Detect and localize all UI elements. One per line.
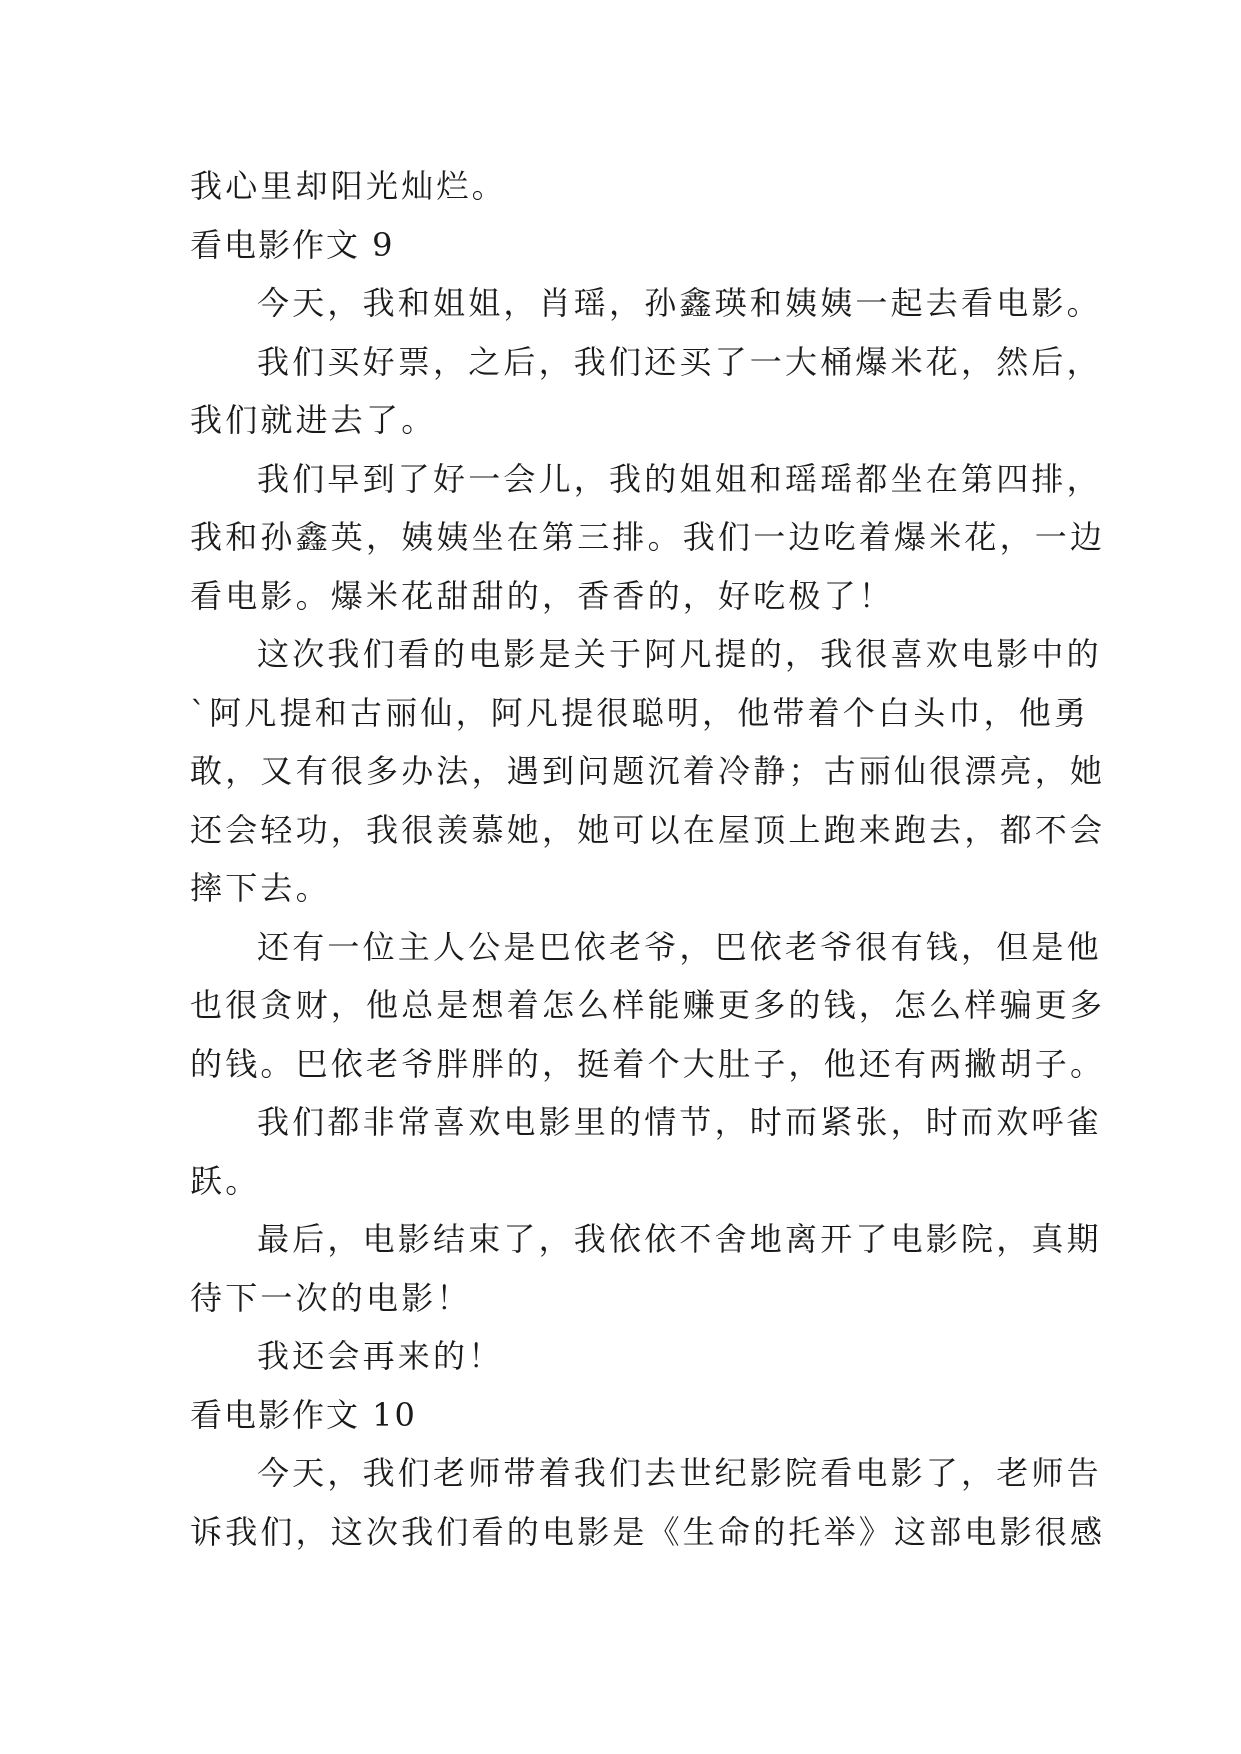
text-line: 这次我们看的电影是关于阿凡提的，我很喜欢电影中的 — [257, 635, 1102, 673]
text-line: 我还会再来的！ — [257, 1337, 504, 1375]
text-line: `阿凡提和古丽仙，阿凡提很聪明，他带着个白头巾，他勇 — [190, 693, 1090, 732]
text-line: 看电影。爆米花甜甜的，香香的，好吃极了！ — [190, 576, 895, 615]
text-line: 我们买好票，之后，我们还买了一大桶爆米花，然后， — [257, 342, 1102, 381]
text-line: 摔下去。 — [190, 869, 331, 907]
text-line: 我们就进去了。 — [190, 401, 437, 439]
text-line: 还有一位主人公是巴依老爷，巴依老爷很有钱，但是他 — [257, 927, 1102, 966]
text-line: 我们都非常喜欢电影里的情节，时而紧张，时而欢呼雀 — [257, 1103, 1102, 1141]
text-line: 诉我们，这次我们看的电影是《生命的托举》这部电影很感 — [190, 1512, 1106, 1551]
text-line: 我们早到了好一会儿，我的姐姐和瑶瑶都坐在第四排， — [257, 459, 1102, 498]
text-line: 今天，我们老师带着我们去世纪影院看电影了，老师告 — [257, 1454, 1102, 1492]
text-line: 的钱。巴依老爷胖胖的，挺着个大肚子，他还有两撇胡子。 — [190, 1044, 1106, 1083]
text-line: 我和孙鑫英，姨姨坐在第三排。我们一边吃着爆米花，一边 — [190, 518, 1106, 556]
text-line: 最后，电影结束了，我依依不舍地离开了电影院，真期 — [257, 1220, 1102, 1258]
text-line: 待下一次的电影！ — [190, 1278, 472, 1317]
document-body — [190, 157, 1106, 1561]
text-line: 还会轻功，我很羡慕她，她可以在屋顶上跑来跑去，都不会 — [190, 810, 1106, 849]
section-heading: 看电影作文 9 — [190, 225, 395, 264]
text-line: 今天，我和姐姐，肖瑶，孙鑫瑛和姨姨一起去看电影。 — [257, 284, 1102, 322]
text-line: 也很贪财，他总是想着怎么样能赚更多的钱，怎么样骗更多 — [190, 986, 1106, 1024]
text-line: 跃。 — [190, 1161, 261, 1200]
text-line: 敢，又有很多办法，遇到问题沉着冷静；古丽仙很漂亮，她 — [190, 752, 1106, 790]
section-heading: 看电影作文 10 — [190, 1395, 417, 1434]
text-line: 我心里却阳光灿烂。 — [190, 167, 507, 205]
